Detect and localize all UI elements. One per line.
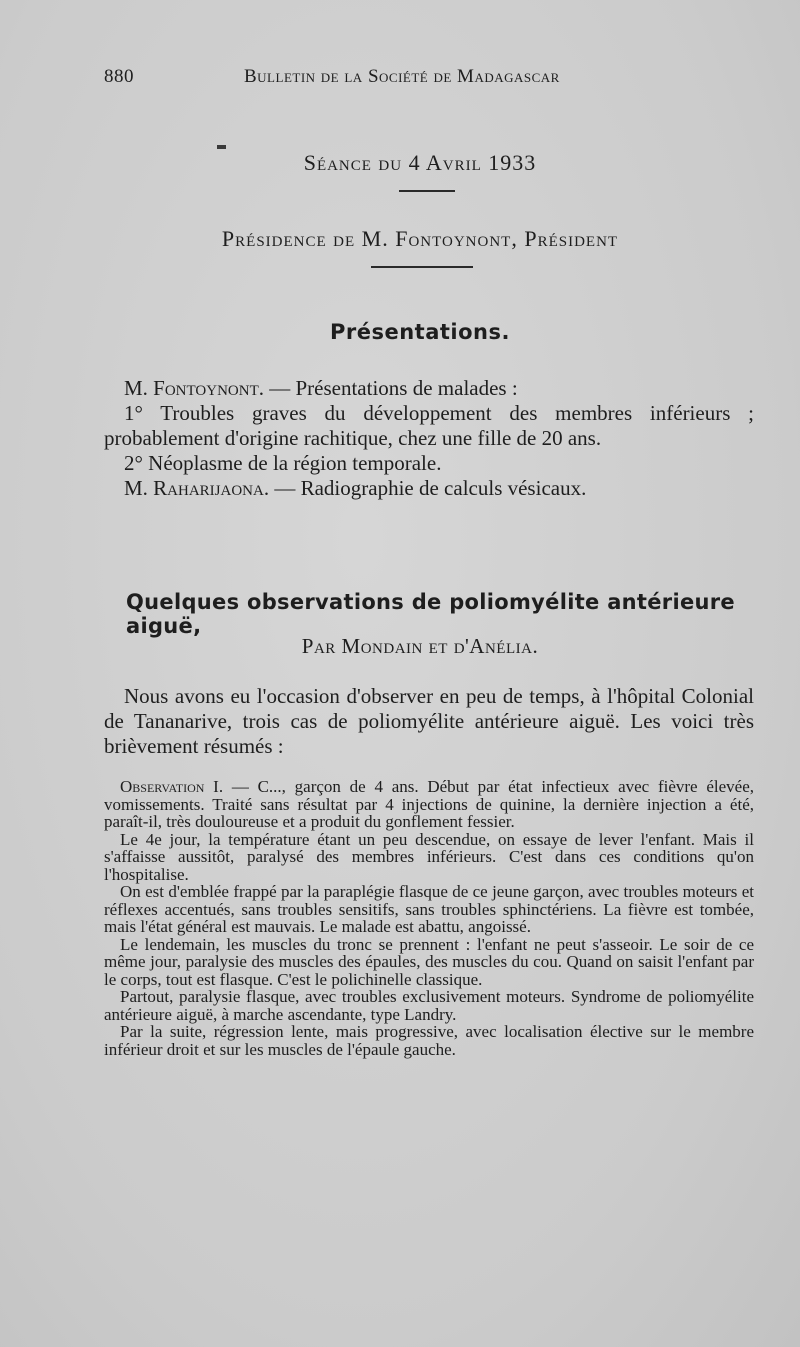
presidence-line: Présidence de M. Fontoynont, Président: [221, 226, 619, 251]
presentation-item: 2° Néoplasme de la région temporale.: [124, 451, 442, 475]
intro-paragraph: Nous avons eu l'occasion d'observer en peu de temps, à l'hôpital Colonial de Tananarive, trois cas de poliomyélite antérieure aiguë. Les voici très brièvement résumés :: [104, 684, 754, 758]
observation-paragraph: Le lendemain, les muscles du tronc se prennent : l'enfant ne peut s'asseoir. Le soir de ce même jour, paralysie des muscles des épaules, des muscles du cou. Quand on saisit l'enfant par le corps, tout est flasque. C'est le polichinelle classique.: [104, 934, 754, 989]
divider: [399, 190, 455, 192]
running-title: Bulletin de la Société de Madagascar: [244, 66, 560, 87]
observation-body: [104, 778, 754, 1058]
observation-paragraph: Le 4e jour, la température étant un peu descendue, on essaye de lever l'enfant. Mais il s'affaisse aussitôt, paralysé des membres inférieurs. C'est dans ces conditions qu'on l'hospitalise.: [104, 829, 754, 884]
running-header: [104, 66, 704, 88]
presentation-text: — Radiographie de calculs vésicaux.: [269, 476, 587, 500]
article-byline: Par Mondain et d'Anélia.: [301, 634, 539, 658]
presentations-list: [104, 376, 754, 501]
ink-mark: [217, 145, 226, 149]
presenter-name: M. Raharijaona.: [124, 476, 270, 500]
seance-title: Séance du 4 Avril 1933: [303, 150, 537, 175]
observation-label: Observation I.: [120, 777, 224, 796]
observation-paragraph: — C..., garçon de 4 ans. Début par état infectieux avec fièvre élevée, vomissements. Traité sans résultat par 4 injections de quinine, la dernière injection a été, paraît-il, très douloureuse et a produit du gonflement fessier.: [104, 777, 755, 831]
observation-paragraph: On est d'emblée frappé par la paraplégie flasque de ce jeune garçon, avec troubles moteurs et réflexes accentués, sans troubles sensitifs, sans troubles sphinctériens. La fièvre est tombée, mais l'état général est mauvais. Le malade est abattu, angoissé.: [104, 882, 754, 936]
observation-paragraph: Partout, paralysie flasque, avec troubles exclusivement moteurs. Syndrome de poliomyélite antérieure aiguë, à marche ascendante, type Landry.: [104, 987, 754, 1024]
presentation-text: — Présentations de malades :: [263, 376, 518, 400]
observation-paragraph: Par la suite, régression lente, mais progressive, avec localisation élective sur le membre inférieur droit et sur les muscles de l'épaule gauche.: [104, 1022, 754, 1059]
presenter-name: M. Fontoynont.: [124, 376, 264, 400]
article-intro: [104, 684, 754, 759]
section-heading: Présentations.: [330, 320, 510, 344]
presentation-item: 1° Troubles graves du développement des membres inférieurs ; probablement d'origine rachitique, chez une fille de 20 ans.: [104, 401, 754, 450]
divider: [371, 266, 473, 268]
page-number: 880: [104, 66, 134, 87]
article-title: Quelques observations de poliomyélite antérieure aiguë,: [126, 590, 735, 638]
